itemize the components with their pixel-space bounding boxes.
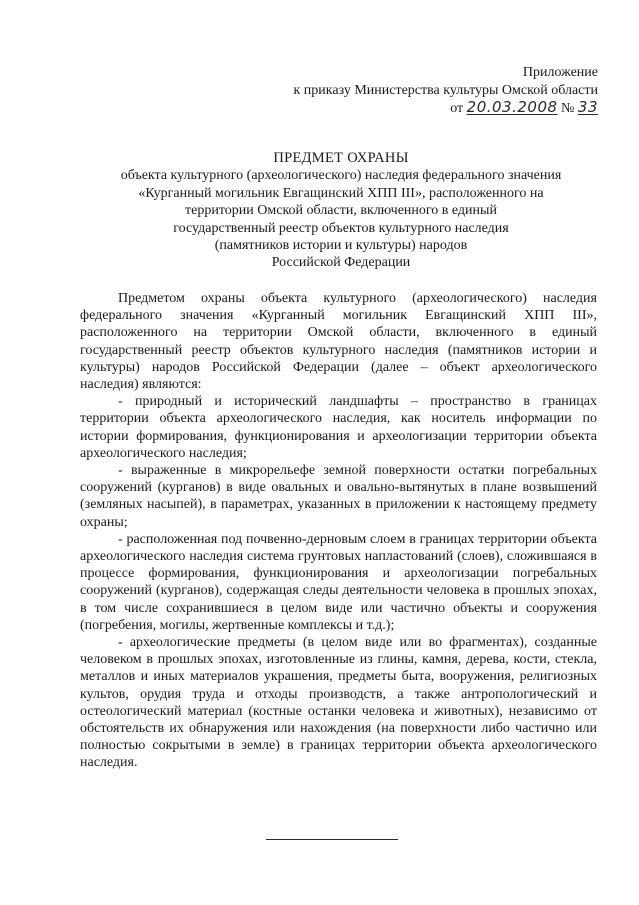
title-line: «Курганный могильник Евгащинский ХПП III», расположенного на: [138, 185, 544, 201]
document-title-block: [96, 150, 586, 272]
document-heading: ПРЕДМЕТ ОХРАНЫ: [273, 150, 409, 166]
appendix-date-number: [178, 99, 598, 118]
list-item-artifacts: - археологические предметы (в целом виде или во фрагментах), созданные человеком в прошлых эпохах, изготовленные из глины, камня, дерева, кости, стекла, металлов и иных материалов украшения, предметы быта, вооружения, религиозных культов, орудия труда и отходы производств, а также антропологический и остеологический материал (костные останки человека и животных), независимо от обстоятельств их обнаружения или нахождения (на поверхности либо частично или полностью сокрытыми в земле) в границах территории объекта археологического наследия.: [80, 635, 597, 771]
title-line: государственный реестр объектов культурного наследия: [173, 220, 509, 236]
title-line: (памятников истории и культуры) народов: [214, 238, 468, 254]
list-item-landscape: - природный и исторический ландшафты – пространство в границах территории объекта археологического наследия, как носитель информации по истории формирования, функционирования и археологизации территории объекта археологического наследия;: [80, 394, 597, 461]
number-label: №: [561, 101, 575, 116]
list-item-soil-layers: - расположенная под почвенно-дерновым слоем в границах территории объекта археологического наследия система грунтовых напластований (слоев), сложившаяся в процессе формирования, функционирования и археологизации погребальных сооружений (курганов), содержащая следы деятельности человека в прошлых эпохах, в том числе сохранившиеся в целом виде или частично объекты и сооружения (погребения, могилы, жертвенные комплексы и т.д.);: [80, 531, 597, 633]
title-line: объекта культурного (археологического) наследия федерального значения: [120, 168, 562, 184]
list-item-burial-mounds: - выраженные в микрорельефе земной поверхности остатки погребальных сооружений (курганов) в виде овальных и овально-вытянутых в плане возвышений (земляных насыпей), в параметрах, указанных в приложении к настоящему предмету охраны;: [80, 463, 597, 530]
appendix-header: [178, 64, 598, 118]
end-separator-line: [266, 839, 398, 840]
handwritten-date: 20.03.2008: [466, 98, 558, 116]
from-label: от: [450, 101, 464, 116]
appendix-label: Приложение: [522, 65, 598, 80]
intro-paragraph: Предметом охраны объекта культурного (археологического) наследия федерального значения «Курганный могильник Евгащинский ХПП III», расположенного на территории Омской области, включенного в единый государственный реестр объектов культурного наследия (памятников истории и культуры) народов Российской Федерации (далее – объект археологического наследия) являются:: [80, 291, 597, 393]
handwritten-number: 33: [577, 98, 598, 116]
appendix-order-reference: к приказу Министерства культуры Омской области: [293, 82, 598, 98]
document-body: [80, 290, 597, 772]
title-line: Российской Федерации: [271, 255, 411, 271]
title-line: территории Омской области, включенного в единый: [185, 203, 497, 219]
